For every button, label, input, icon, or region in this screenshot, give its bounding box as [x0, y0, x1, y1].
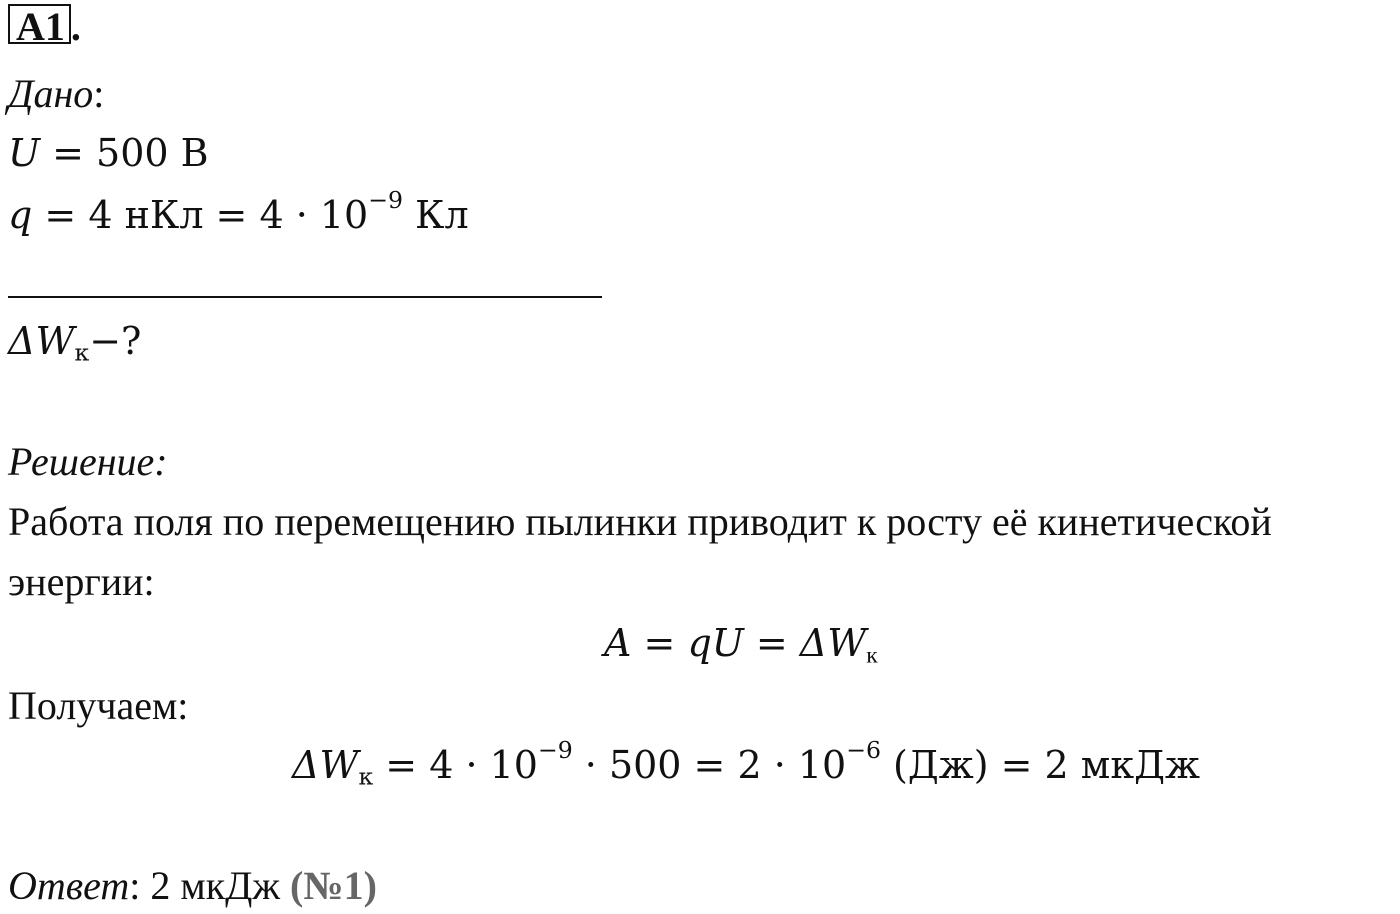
task-number — [8, 4, 81, 48]
solution-heading: Решение: — [8, 439, 168, 484]
given-heading-colon: : — [93, 71, 105, 116]
charge-exponent: −9 — [368, 185, 403, 214]
given-voltage — [8, 131, 209, 175]
result-formula — [292, 735, 1200, 791]
result-exponent-1: −9 — [537, 735, 573, 764]
task-number-box: A1 — [8, 4, 71, 44]
result-part-1: = 4 · 10 — [373, 743, 538, 787]
given-charge — [8, 185, 469, 237]
answer-reference: (№1) — [290, 863, 377, 908]
solution-text-line-2: энергии: — [8, 559, 155, 604]
result-variable: ΔW — [292, 743, 359, 787]
given-divider — [8, 296, 602, 298]
answer-line — [8, 863, 377, 908]
answer-label: Ответ — [8, 863, 130, 908]
obtain-label: Получаем: — [8, 683, 189, 728]
unknown-question: −? — [89, 319, 142, 363]
unknown-subscript: к — [74, 338, 90, 367]
result-part-2: · 500 = 2 · 10 — [572, 743, 847, 787]
unknown-variable: ΔW — [8, 319, 75, 363]
answer-value: 2 мкДж — [140, 863, 291, 908]
result-exponent-2: −6 — [846, 735, 881, 764]
solution-text-line-1: Работа поля по перемещению пылинки приводит к росту её кинетической — [8, 499, 1272, 544]
given-heading — [8, 71, 105, 116]
work-formula-text: A = qU = ΔW — [604, 621, 867, 665]
charge-value: = 4 нКл = 4 · 10 — [32, 193, 369, 237]
result-part-3: (Дж) = 2 мкДж — [880, 743, 1200, 787]
charge-variable: q — [8, 193, 33, 237]
result-subscript: к — [358, 762, 374, 791]
answer-colon: : — [129, 863, 141, 908]
given-heading-label: Дано — [8, 71, 94, 116]
task-number-dot: . — [70, 4, 81, 49]
work-formula — [604, 621, 878, 669]
charge-unit: Кл — [402, 193, 469, 237]
voltage-variable: U — [8, 131, 41, 175]
unknown-quantity — [8, 319, 142, 367]
voltage-value: = 500 В — [40, 131, 209, 175]
work-formula-subscript: к — [866, 642, 878, 669]
